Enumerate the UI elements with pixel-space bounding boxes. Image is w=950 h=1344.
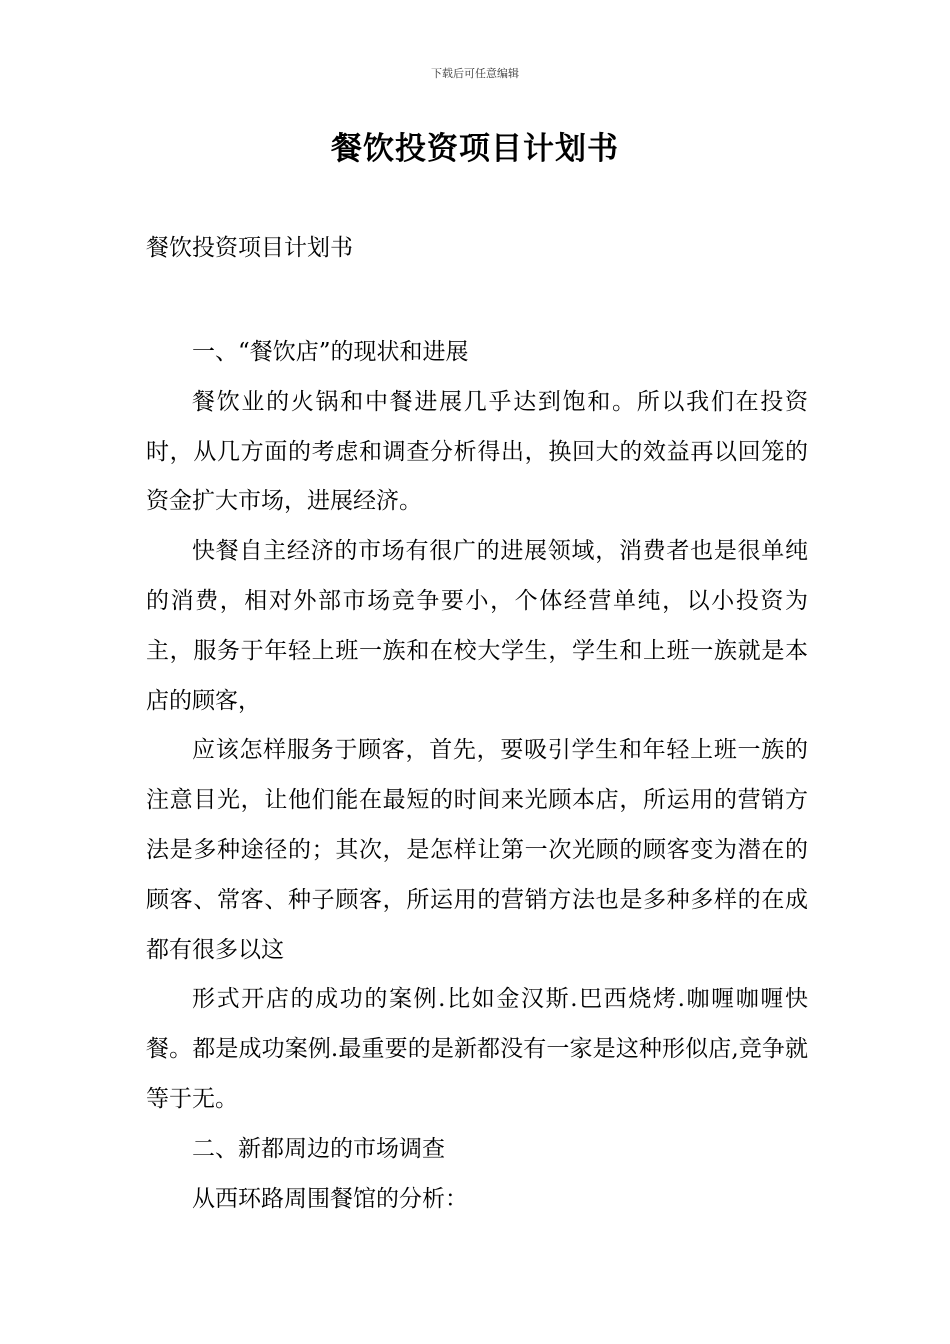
paragraph-customer-service: 应该怎样服务于顾客，首先，要吸引学生和年轻上班一族的注意目光，让他们能在最短的时间来光顾本店，所运用的营销方法是多种途径的；其次，是怎样让第一次光顾的顾客变为潜在的顾客、常客、种子顾客，所运用的营销方法也是多种多样的在成都有很多以这 <box>146 737 808 963</box>
paragraph-market-saturation: 餐饮业的火锅和中餐进展几乎达到饱和。所以我们在投资时，从几方面的考虑和调查分析得出，换回大的效益再以回笼的资金扩大市场，进展经济。 <box>146 388 808 515</box>
header-note: 下载后可任意编辑 <box>431 67 519 80</box>
paragraph-success-cases: 形式开店的成功的案例.比如金汉斯.巴西烧烤.咖喱咖喱快餐。都是成功案例.最重要的是新都没有一家是这种形似店,竞争就等于无。 <box>146 986 808 1112</box>
section-heading-market-survey: 二、新都周边的市场调查 <box>192 1135 445 1162</box>
document-title: 餐饮投资项目计划书 <box>331 131 619 167</box>
paragraph-restaurant-analysis: 从西环路周围餐馆的分析： <box>192 1185 468 1212</box>
document-subtitle: 餐饮投资项目计划书 <box>146 235 353 261</box>
document-body <box>146 328 808 1224</box>
paragraph-fast-food-market: 快餐自主经济的市场有很广的进展领域，消费者也是很单纯的消费，相对外部市场竞争要小，个体经营单纯，以小投资为主，服务于年轻上班一族和在校大学生，学生和上班一族就是本店的顾客， <box>146 538 808 714</box>
section-heading-status: 一、“餐饮店”的现状和进展 <box>192 339 469 365</box>
